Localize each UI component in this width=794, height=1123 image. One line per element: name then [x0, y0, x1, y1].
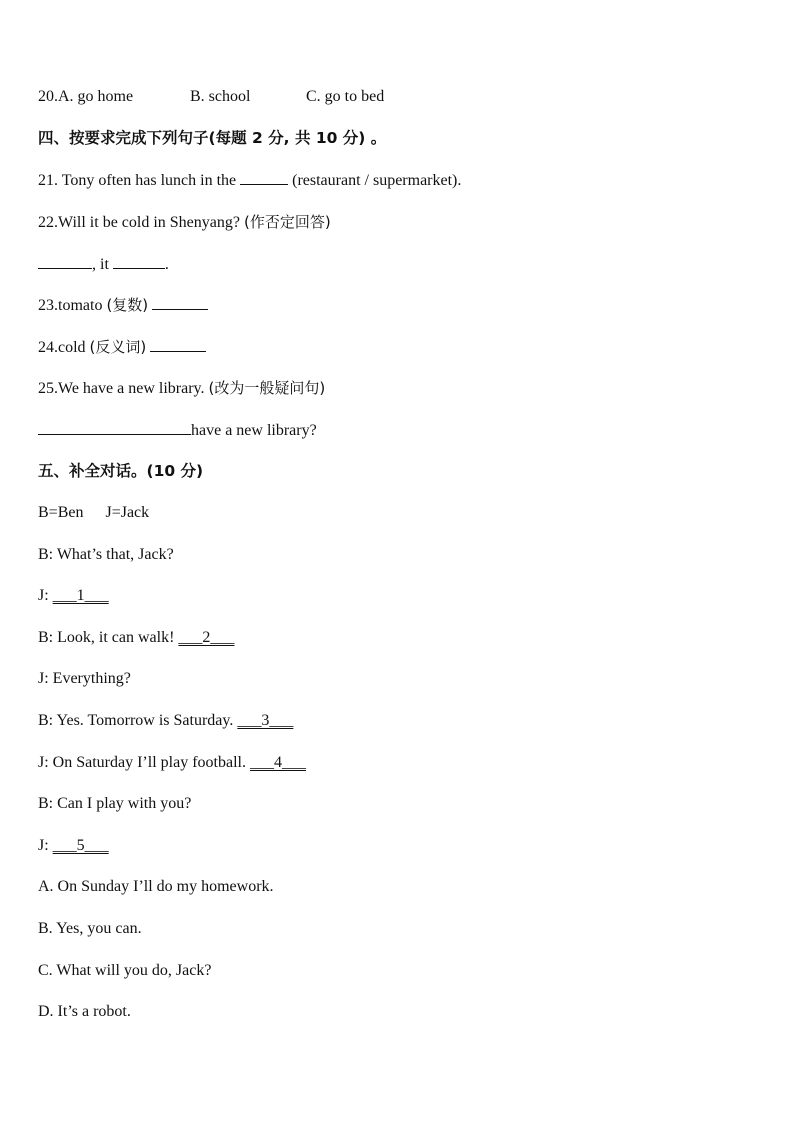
question-text-options: (restaurant / supermarket).: [288, 172, 462, 189]
speaker-text: J: On Saturday I’ll play football.: [38, 754, 250, 771]
question-23: [38, 295, 208, 316]
question-number: 24.: [38, 339, 58, 356]
question-text: . Tony often has lunch in the: [54, 172, 241, 189]
question-number: 23.: [38, 297, 58, 314]
dialogue-line-1: B: What’s that, Jack?: [38, 546, 174, 563]
section-4-title: 四、按要求完成下列句子(每题 2 分, 共 10 分) 。: [38, 129, 387, 147]
option-c: C. go to bed: [306, 88, 385, 105]
option-a: A. On Sunday I’ll do my homework.: [38, 878, 274, 895]
instruction-hint: (反义词): [89, 338, 147, 356]
question-25-answer: [38, 420, 317, 441]
dialogue-blank-4[interactable]: ___4___: [249, 754, 306, 771]
answer-blank[interactable]: [152, 295, 208, 310]
cast-jack: J=Jack: [105, 504, 150, 521]
speaker-text: B: Yes. Tomorrow is Saturday.: [38, 712, 238, 729]
cast-ben: B=Ben: [38, 504, 84, 521]
question-text: We have a new library.: [58, 380, 209, 397]
question-25: [38, 378, 325, 399]
option-a: A. go home: [58, 88, 134, 105]
dialogue-blank-2[interactable]: ___2___: [178, 629, 235, 646]
question-text: cold: [58, 339, 90, 356]
question-text: Will it be cold in Shenyang?: [58, 214, 244, 231]
speaker-text: B: Look, it can walk!: [38, 629, 179, 646]
question-text: tomato: [58, 297, 107, 314]
speaker-text: J:: [38, 587, 53, 604]
answer-blank[interactable]: [150, 337, 206, 352]
instruction-hint: (作否定回答): [243, 213, 331, 231]
answer-blank[interactable]: [38, 420, 191, 435]
dialogue-line-8: [38, 836, 109, 856]
question-number: 20.: [38, 88, 58, 105]
question-21: [38, 170, 461, 191]
section-5-title: 五、补全对话。(10 分): [38, 462, 204, 480]
dialogue-line-3: [38, 628, 234, 648]
option-b: B. Yes, you can.: [38, 920, 142, 937]
dialogue-line-5: [38, 711, 293, 731]
answer-text: , it: [92, 256, 113, 273]
dialogue-line-2: [38, 586, 109, 606]
dialogue-line-6: [38, 753, 306, 773]
answer-text: .: [164, 256, 169, 273]
instruction-hint: (复数): [106, 296, 149, 314]
option-b: B. school: [190, 88, 251, 105]
dialogue-line-7: B: Can I play with you?: [38, 795, 192, 812]
question-number: 22.: [38, 214, 58, 231]
option-d: D. It’s a robot.: [38, 1003, 131, 1020]
dialogue-line-4: J: Everything?: [38, 670, 131, 687]
question-24: [38, 337, 206, 358]
instruction-hint: (改为一般疑问句): [208, 379, 326, 397]
dialogue-cast: [38, 503, 149, 523]
dialogue-blank-3[interactable]: ___3___: [237, 712, 294, 729]
answer-blank[interactable]: [38, 254, 92, 269]
answer-blank[interactable]: [240, 170, 288, 185]
dialogue-blank-1[interactable]: ___1___: [52, 587, 109, 604]
answer-blank[interactable]: [113, 254, 165, 269]
speaker-text: J:: [38, 837, 53, 854]
question-number: 21: [38, 172, 54, 189]
answer-text: have a new library?: [191, 422, 317, 439]
dialogue-blank-5[interactable]: ___5___: [52, 837, 109, 854]
option-c: C. What will you do, Jack?: [38, 962, 212, 979]
question-22: [38, 212, 331, 233]
question-22-answer: [38, 254, 169, 275]
question-number: 25.: [38, 380, 58, 397]
question-20: [38, 87, 384, 107]
